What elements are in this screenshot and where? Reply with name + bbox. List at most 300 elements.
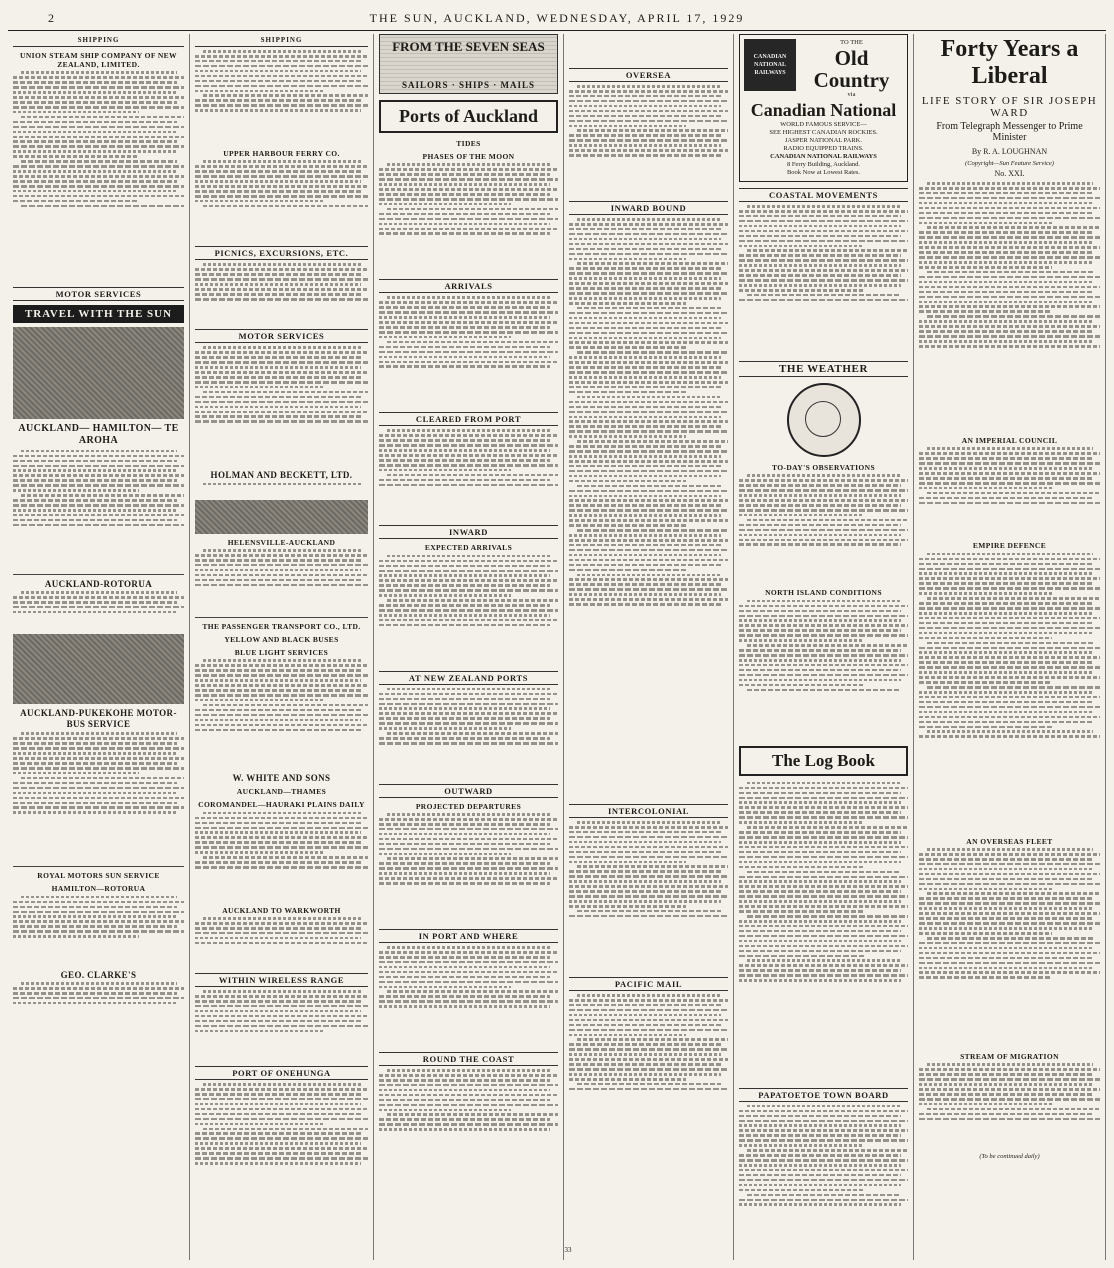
text-line: [13, 200, 139, 203]
departures-text: [379, 813, 558, 923]
text-line: [569, 248, 721, 251]
text-line: [919, 452, 1100, 455]
text-line: [919, 1118, 1100, 1121]
text-line: [569, 302, 686, 305]
text-line: [203, 50, 361, 53]
text-line: [379, 439, 550, 442]
text-line: [739, 684, 864, 687]
text-line: [13, 992, 177, 995]
text-line: [13, 987, 184, 990]
text-line: [569, 1063, 721, 1066]
text-line: [577, 485, 721, 488]
text-line: [21, 160, 177, 163]
text-line: [919, 582, 1092, 585]
text-line: [739, 905, 908, 908]
text-line: [919, 207, 1100, 210]
intercolonial-text: [569, 821, 728, 971]
text-line: [919, 676, 1100, 679]
text-line: [203, 812, 361, 815]
text-line: [569, 243, 728, 246]
text-line: [195, 366, 361, 369]
text-line: [919, 1113, 1092, 1116]
text-line: [21, 116, 184, 119]
text-line: [13, 155, 139, 158]
text-line: [739, 254, 901, 257]
upper-harbour-heading: UPPER HARBOUR FERRY CO.: [223, 149, 340, 158]
text-line: [13, 742, 177, 745]
text-line: [379, 742, 558, 745]
text-line: [739, 240, 908, 243]
text-line: [379, 614, 550, 617]
text-line: [919, 502, 1100, 505]
column-feature: [914, 34, 1106, 1260]
text-line: [21, 982, 177, 985]
text-line: [379, 823, 550, 826]
text-line: [379, 604, 550, 607]
text-line: [569, 504, 721, 507]
text-line: [919, 256, 1100, 259]
text-line: [195, 724, 368, 727]
union-steam-heading: UNION STEAM SHIP COMPANY OF NEW ZEALAND, LIMITED.: [20, 51, 177, 69]
text-line: [13, 811, 177, 814]
expected-arrivals-heading: EXPECTED ARRIVALS: [424, 543, 513, 553]
text-line: [195, 420, 368, 423]
text-line: [569, 435, 686, 438]
text-line: [919, 1073, 1092, 1076]
text-line: [569, 460, 728, 463]
text-line: [739, 504, 901, 507]
canadian-national: Canadian National: [750, 100, 897, 120]
text-line: [919, 962, 1100, 965]
text-line: [379, 818, 558, 821]
text-line: [379, 828, 558, 831]
text-line: [919, 912, 1100, 915]
text-line: [569, 539, 728, 542]
newspaper-page: [8, 8, 1106, 1260]
text-line: [387, 599, 558, 602]
text-line: [739, 846, 908, 849]
text-line: [919, 577, 1100, 580]
tides-heading: TIDES: [456, 139, 481, 148]
text-line: [919, 340, 1092, 343]
page-number: 2: [48, 11, 56, 25]
text-line: [739, 610, 901, 613]
text-line: [739, 1179, 908, 1182]
via: via: [847, 91, 856, 98]
text-line: [569, 593, 721, 596]
text-line: [13, 479, 177, 482]
text-line: [13, 1002, 177, 1005]
text-line: [569, 836, 728, 839]
text-line: [387, 163, 551, 166]
text-line: [927, 1063, 1093, 1066]
text-line: [195, 361, 368, 364]
text-line: [13, 519, 177, 522]
text-line: [13, 140, 177, 143]
text-line: [747, 1149, 908, 1152]
text-line: [739, 264, 901, 267]
text-line: [379, 693, 558, 696]
warkworth-heading: AUCKLAND TO WARKWORTH: [222, 905, 341, 915]
text-line: [919, 726, 1052, 729]
text-line: [739, 836, 908, 839]
text-line: [379, 168, 558, 171]
banner-title: FROM THE SEVEN SEAS: [392, 39, 545, 54]
text-line: [21, 205, 184, 208]
text-line: [577, 1083, 721, 1086]
intercolonial-heading: INTERCOLONIAL: [569, 804, 728, 818]
text-line: [569, 1053, 721, 1056]
text-line: [569, 861, 686, 864]
text-line: [569, 569, 686, 572]
text-line: [195, 922, 368, 925]
text-line: [195, 200, 323, 203]
text-line: [195, 273, 361, 276]
text-line: [13, 596, 184, 599]
text-line: [919, 1068, 1100, 1071]
text-line: [195, 579, 361, 582]
column-ports: [374, 34, 564, 1260]
text-line: [569, 144, 721, 147]
holman-text: [195, 483, 368, 497]
text-line: [379, 173, 550, 176]
text-line: [739, 220, 908, 223]
text-line: [569, 544, 721, 547]
text-line: [13, 772, 139, 775]
text-line: [569, 445, 721, 448]
text-line: [379, 584, 550, 587]
text-line: [739, 524, 901, 527]
buses-text: [195, 659, 368, 769]
text-line: [13, 190, 177, 193]
text-line: [195, 415, 361, 418]
text-line: [379, 624, 550, 627]
text-line: [919, 671, 1092, 674]
arrivals-heading: ARRIVALS: [379, 279, 558, 293]
rotorua-text: [13, 591, 184, 631]
feature-tagline: From Telegraph Messenger to Prime Minister: [936, 121, 1083, 143]
column-oversea: [564, 34, 734, 1260]
text-line: [569, 356, 721, 359]
text-line: [569, 578, 728, 581]
text-line: [919, 853, 1100, 856]
travel-with-the-sun-banner: TRAVEL WITH THE SUN: [13, 305, 184, 323]
text-line: [569, 890, 721, 893]
text-line: [13, 806, 184, 809]
text-line: [919, 261, 1092, 264]
text-line: [919, 467, 1092, 470]
text-line: [569, 139, 728, 142]
text-line: [569, 549, 728, 552]
text-line: [203, 917, 361, 920]
cleared-text: [379, 429, 558, 519]
text-line: [387, 946, 551, 949]
text-line: [739, 950, 901, 953]
text-line: [379, 316, 550, 319]
text-line: [577, 396, 721, 399]
text-line: [13, 524, 184, 527]
text-line: [919, 1093, 1092, 1096]
text-line: [569, 381, 728, 384]
onehunga-heading: PORT OF ONEHUNGA: [195, 1066, 368, 1080]
text-line: [919, 241, 1092, 244]
text-line: [13, 752, 177, 755]
royal-text: [13, 896, 184, 966]
text-line: [195, 90, 323, 93]
text-line: [739, 866, 864, 869]
text-line: [569, 361, 728, 364]
onehunga-text: [195, 1083, 368, 1213]
text-line: [919, 246, 1100, 249]
text-line: [569, 490, 728, 493]
text-line: [577, 821, 721, 824]
text-line: [927, 686, 1100, 689]
text-line: [739, 230, 908, 233]
column-shipping-1: [8, 34, 190, 1260]
ad-address: 8 Ferry Building, Auckland.: [786, 161, 861, 168]
text-line: [919, 863, 1100, 866]
text-line: [379, 223, 550, 226]
text-line: [739, 1174, 901, 1177]
in-port-heading: IN PORT AND WHERE: [379, 929, 558, 943]
text-line: [195, 669, 361, 672]
text-line: [195, 1157, 368, 1160]
text-line: [379, 301, 558, 304]
text-line: [919, 971, 1100, 974]
text-line: [919, 922, 1100, 925]
text-line: [13, 91, 177, 94]
text-line: [739, 299, 908, 302]
text-line: [569, 1048, 728, 1051]
helensville-photo: [195, 500, 368, 534]
arrivals-text: [379, 296, 558, 406]
text-line: [195, 165, 368, 168]
text-line: [919, 482, 1100, 485]
text-line: [739, 539, 908, 542]
text-line: [195, 1132, 361, 1135]
text-line: [739, 615, 908, 618]
text-line: [13, 611, 177, 614]
text-line: [919, 1103, 1052, 1106]
oversea-text: [569, 85, 728, 195]
text-line: [569, 465, 721, 468]
text-line: [13, 920, 184, 923]
text-line: [379, 178, 558, 181]
text-line: [195, 1147, 368, 1150]
text-line: [577, 85, 721, 88]
text-line: [919, 487, 1052, 490]
wireless-heading: WITHIN WIRELESS RANGE: [195, 973, 368, 987]
text-line: [919, 927, 1092, 930]
text-line: [739, 935, 908, 938]
text-line: [569, 125, 686, 128]
text-line: [195, 564, 368, 567]
text-line: [13, 499, 177, 502]
text-line: [21, 450, 177, 453]
text-line: [13, 195, 184, 198]
text-line: [13, 997, 184, 1000]
text-line: [919, 917, 1092, 920]
text-line: [195, 1010, 361, 1013]
text-line: [569, 346, 686, 349]
text-line: [569, 376, 721, 379]
text-line: [569, 880, 721, 883]
thames-text: [195, 812, 368, 902]
text-line: [569, 885, 728, 888]
text-line: [919, 721, 1092, 724]
text-line: [13, 96, 184, 99]
text-line: [379, 951, 558, 954]
text-line: [569, 401, 728, 404]
text-line: [195, 841, 361, 844]
text-line: [739, 279, 908, 282]
text-line: [739, 890, 901, 893]
text-line: [195, 1005, 368, 1008]
pukekohe-heading: AUCKLAND-PUKEKOHE MOTOR-BUS SERVICE: [20, 708, 177, 730]
text-line: [387, 341, 558, 344]
text-line: [195, 827, 368, 830]
text-line: [569, 870, 721, 873]
text-line: [379, 1089, 550, 1092]
text-line: [569, 100, 728, 103]
text-line: [927, 937, 1093, 940]
auckland-thames-heading: AUCKLAND—THAMES: [236, 787, 327, 797]
text-line: [569, 371, 728, 374]
text-line: [919, 632, 1092, 635]
text-line: [203, 1083, 361, 1086]
text-line: [569, 1073, 721, 1076]
column-shipping-2: [190, 34, 374, 1260]
text-line: [13, 469, 177, 472]
text-line: [739, 821, 864, 824]
text-line: [13, 767, 184, 770]
text-line: [919, 477, 1092, 480]
feature-body-5: [919, 1063, 1100, 1153]
text-line: [747, 1194, 901, 1197]
copyright-note: (Copyright—Sun Feature Service): [965, 160, 1054, 167]
text-line: [195, 104, 368, 107]
text-line: [739, 514, 864, 517]
text-line: [739, 806, 908, 809]
text-line: [379, 966, 550, 969]
text-line: [379, 956, 550, 959]
text-line: [379, 961, 558, 964]
text-line: [739, 484, 901, 487]
text-line: [569, 115, 721, 118]
text-line: [919, 330, 1092, 333]
text-line: [739, 499, 908, 502]
text-line: [569, 554, 721, 557]
text-line: [195, 709, 361, 712]
text-line: [919, 617, 1100, 620]
text-line: [13, 175, 184, 178]
text-line: [203, 94, 368, 97]
text-line: [569, 1014, 721, 1017]
text-line: [379, 976, 550, 979]
hamilton-service-text: [13, 450, 184, 570]
text-line: [569, 317, 721, 320]
ad-line-4: RADIO EQUIPPED TRAINS.: [783, 145, 864, 152]
text-line: [379, 727, 511, 730]
text-line: [195, 817, 368, 820]
masthead: [8, 8, 1106, 31]
round-coast-text: [379, 1069, 558, 1169]
text-line: [379, 981, 558, 984]
text-line: [569, 341, 728, 344]
text-line: [569, 95, 721, 98]
text-line: [569, 154, 721, 157]
text-line: [13, 504, 184, 507]
text-line: [919, 716, 1100, 719]
text-line: [739, 269, 908, 272]
text-line: [195, 376, 361, 379]
sailings-text: [13, 71, 184, 281]
text-line: [195, 1015, 368, 1018]
text-line: [919, 187, 1100, 190]
text-line: [13, 185, 184, 188]
text-line: [919, 878, 1092, 881]
text-line: [569, 287, 721, 290]
text-line: [919, 1083, 1092, 1086]
text-line: [195, 851, 323, 854]
text-line: [195, 283, 361, 286]
text-line: [919, 942, 1100, 945]
text-line: [195, 942, 368, 945]
text-line: [739, 649, 901, 652]
text-line: [379, 198, 558, 201]
text-line: [919, 281, 1092, 284]
papatoetoe-heading: PAPATOETOE TOWN BOARD: [739, 1088, 908, 1102]
text-line: [195, 932, 368, 935]
text-line: [569, 282, 728, 285]
text-line: [379, 193, 550, 196]
text-line: [195, 195, 368, 198]
text-line: [919, 888, 1052, 891]
text-line: [195, 1098, 368, 1101]
text-line: [919, 957, 1092, 960]
text-line: [569, 332, 728, 335]
text-line: [569, 588, 728, 591]
text-line: [919, 276, 1100, 279]
text-line: [569, 233, 728, 236]
text-line: [13, 737, 184, 740]
text-line: [739, 816, 908, 819]
feature-body-3: [919, 553, 1100, 833]
text-line: [569, 322, 728, 325]
text-line: [927, 892, 1100, 895]
text-line: [195, 569, 361, 572]
text-line: [387, 813, 551, 816]
text-line: [379, 848, 558, 851]
text-line: [919, 735, 1100, 738]
text-line: [379, 565, 550, 568]
text-line: [739, 634, 908, 637]
white-and-sons-heading: W. WHITE AND SONS: [232, 773, 331, 784]
pacific-mail-heading: PACIFIC MAIL: [569, 977, 728, 991]
text-line: [919, 291, 1092, 294]
text-line: [747, 959, 901, 962]
to-the: TO THE: [840, 39, 863, 46]
text-line: [919, 952, 1100, 955]
text-line: [577, 129, 728, 132]
text-line: [379, 609, 558, 612]
text-line: [195, 406, 361, 409]
text-line: [379, 346, 550, 349]
text-line: [203, 704, 368, 707]
text-line: [379, 1084, 558, 1087]
text-line: [739, 1144, 864, 1147]
text-line: [379, 574, 550, 577]
